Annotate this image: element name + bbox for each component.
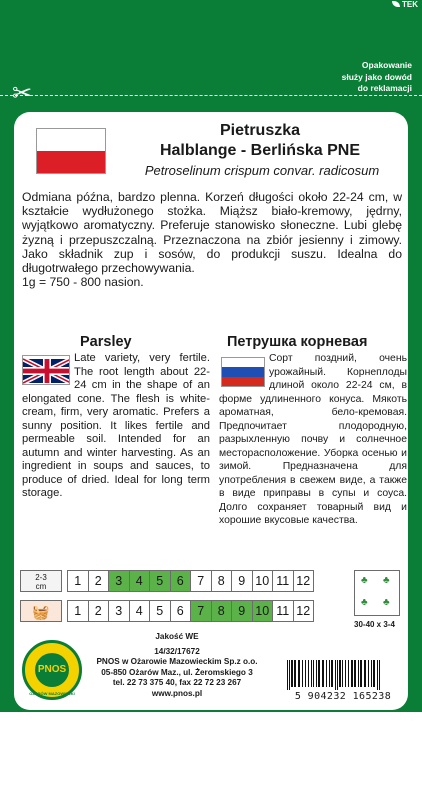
- quality-class: Jakość WE: [155, 632, 199, 641]
- company-name: PNOS w Ożarowie Mazowieckim Sp.z o.o.: [96, 657, 258, 666]
- sowing-month-10: 10: [252, 570, 274, 592]
- sowing-month-7: 7: [190, 570, 212, 592]
- company-website: www.pnos.pl: [151, 688, 203, 698]
- pnos-logo: PNOS OŻARÓW MAZOWIECKI: [22, 640, 82, 700]
- product-title: Pietruszka: [219, 122, 301, 139]
- sowing-months: [68, 570, 314, 592]
- english-heading: Parsley: [80, 334, 132, 350]
- harvest-month-8: 8: [211, 600, 233, 622]
- company-info: [82, 632, 272, 699]
- russian-heading: Петрушка корневая: [227, 334, 368, 350]
- spacing-label: 30-40 x 3-4: [354, 620, 395, 629]
- harvest-months: [68, 600, 314, 622]
- leaf-icon: [392, 1, 400, 7]
- cut-line: [0, 95, 422, 96]
- ean-barcode: [285, 660, 401, 704]
- harvest-basket-icon: 🧺: [20, 600, 62, 622]
- complaint-notice: Opakowanie służy jako dowód do reklamacji: [341, 60, 412, 93]
- sowing-month-9: 9: [231, 570, 253, 592]
- barcode-digits: 5 904232 165238: [294, 691, 392, 702]
- harvest-month-3: 3: [108, 600, 130, 622]
- tek-mark: TEK: [392, 0, 418, 9]
- sowing-month-2: 2: [88, 570, 110, 592]
- plant-spacing-icon: ♣ ♣ ♣ ♣: [354, 570, 400, 616]
- company-phone: tel. 22 73 375 40, fax 22 72 23 267: [112, 678, 242, 687]
- poland-flag-icon: [36, 128, 106, 174]
- english-description: Late variety, very fertile. The root length about 22-24 cm in the shape of an elongated cone. The flesh is white-cream, firm, very aromatic. Prefers a sunny position. It likes fertile and permeable soil. Intended for an autumn and winter harvesting. As an ingredient in soups and sauces, to produce of dried. Ideal for long term storage.: [22, 352, 210, 499]
- russian-description: Сорт поздний, очень урожайный. Корнеплоды длиной около 22-24 см, в форме удлиненного конуса. Мякоть ароматная, бело-кремовая. Предпочитает плодородную, разрыхленную почву и солнечное месторасположение. Уборка осенью и зимой. Предназначена для употребления в свежем виде, а также в виде приправы в супы и соуса. Долго сохраняет товарный вид и хорошие вкусовые качества.: [219, 353, 407, 526]
- uk-flag-icon: [22, 355, 70, 385]
- harvest-month-5: 5: [149, 600, 171, 622]
- harvest-month-1: 1: [67, 600, 89, 622]
- sowing-month-6: 6: [170, 570, 192, 592]
- variety-name: Halblange - Berlińska PNE: [159, 142, 361, 159]
- sowing-depth-icon: 2-3 cm: [20, 570, 62, 592]
- sowing-month-4: 4: [129, 570, 151, 592]
- harvest-month-4: 4: [129, 600, 151, 622]
- lot-code: 14/32/17672: [154, 646, 200, 656]
- russia-flag-icon: [221, 357, 265, 387]
- sowing-month-11: 11: [272, 570, 294, 592]
- polish-description: Odmiana późna, bardzo plenna. Korzeń długości około 22-24 cm, w kształcie wydłużonego stożka. Miąższ biało-kremowy, jędrny, wyjątkowo aromatyczny. Preferuje stanowisko słoneczne. Lubi glebę żyzną i przepuszczalną. Przeznaczona na zbiór jesienny i zimowy. Jako składnik zup i sosów, do produkcji suszu. Idealna do długotrwałego przechowywania. 1g = 750 - 800 nasion.: [22, 190, 402, 290]
- harvest-month-11: 11: [272, 600, 294, 622]
- harvest-month-12: 12: [293, 600, 315, 622]
- seed-count: 1g = 750 - 800 nasion.: [22, 275, 144, 290]
- sowing-month-12: 12: [293, 570, 315, 592]
- harvest-month-9: 9: [231, 600, 253, 622]
- sowing-month-1: 1: [67, 570, 89, 592]
- harvest-month-2: 2: [88, 600, 110, 622]
- sowing-month-3: 3: [108, 570, 130, 592]
- company-address: 05-850 Ożarów Maz., ul. Żeromskiego 3: [101, 667, 253, 677]
- harvest-month-6: 6: [170, 600, 192, 622]
- sowing-month-5: 5: [149, 570, 171, 592]
- latin-name: Petroselinum crispum convar. radicosum: [144, 163, 380, 178]
- sowing-month-8: 8: [211, 570, 233, 592]
- harvest-month-7: 7: [190, 600, 212, 622]
- harvest-month-10: 10: [252, 600, 274, 622]
- barcode-bars: [285, 660, 401, 690]
- scissors-icon: ✂: [12, 80, 33, 107]
